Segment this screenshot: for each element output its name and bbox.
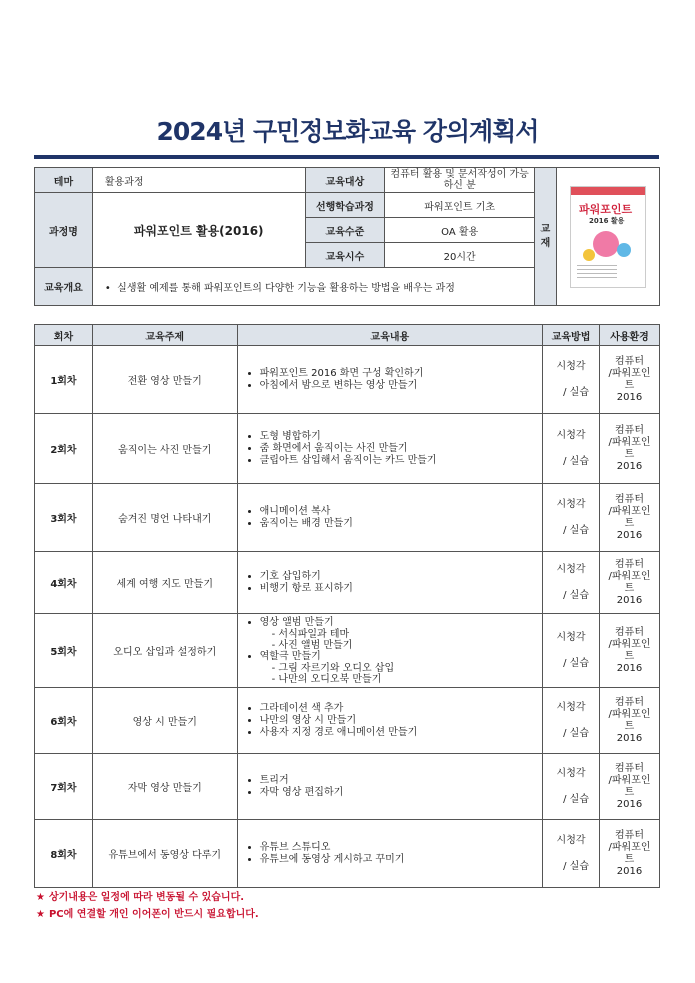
target-label: 교육대상 xyxy=(305,168,385,193)
method-cell: 시청각 / 실습 xyxy=(543,552,600,614)
header-method: 교육방법 xyxy=(543,325,600,346)
textbook-subtitle: 2016 활용 xyxy=(589,216,625,225)
method-cell: 시청각 / 실습 xyxy=(543,614,600,688)
env-cell: 컴퓨터 /파워포인트 2016 xyxy=(600,614,660,688)
star-icon: ★ xyxy=(36,909,45,920)
env-cell: 컴퓨터 /파워포인트 2016 xyxy=(600,552,660,614)
table-row xyxy=(35,414,660,484)
topic-cell: 오디오 삽입과 설정하기 xyxy=(92,614,237,688)
content-cell xyxy=(237,484,542,552)
table-row xyxy=(35,346,660,414)
textbook-cover-cell xyxy=(557,168,660,306)
topic-cell: 세계 여행 지도 만들기 xyxy=(92,552,237,614)
content-item: • 영상 앨범 만들기 - 서식파일과 테마 - 사진 앨범 만들기 xyxy=(260,617,538,651)
content-item: • 아침에서 밤으로 변하는 영상 만들기 xyxy=(260,380,538,392)
page-title: 2024년 구민정보화교육 강의계획서 xyxy=(156,117,539,146)
content-item: • 그라데이션 색 추가 xyxy=(260,703,538,715)
method-cell: 시청각 / 실습 xyxy=(543,688,600,754)
content-item: • 기호 삽입하기 xyxy=(260,571,538,583)
content-item: • 트리거 xyxy=(260,775,538,787)
content-item: • 움직이는 배경 만들기 xyxy=(260,518,538,530)
content-item: • 역할극 만들기 - 그림 자르기와 오디오 삽입 - 나만의 오디오북 만들기 xyxy=(260,651,538,685)
topic-cell: 유튜브에서 동영상 다루기 xyxy=(92,820,237,888)
table-row xyxy=(35,552,660,614)
content-cell xyxy=(237,688,542,754)
env-cell: 컴퓨터 /파워포인트 2016 xyxy=(600,484,660,552)
table-row xyxy=(35,614,660,688)
table-row xyxy=(35,820,660,888)
content-item: • 애니메이션 복사 xyxy=(260,506,538,518)
method-cell: 시청각 / 실습 xyxy=(543,484,600,552)
content-item: • 유튜브에 동영상 게시하고 꾸미기 xyxy=(260,854,538,866)
method-cell: 시청각 / 실습 xyxy=(543,346,600,414)
content-item: • 클립아트 삽입해서 움직이는 카드 만들기 xyxy=(260,455,538,467)
method-cell: 시청각 / 실습 xyxy=(543,820,600,888)
table-row xyxy=(35,754,660,820)
session-cell: 4회차 xyxy=(35,552,93,614)
textbook-label: 교 재 xyxy=(535,168,557,306)
content-item: • 비행기 항로 표시하기 xyxy=(260,583,538,595)
content-item: • 나만의 영상 시 만들기 xyxy=(260,715,538,727)
env-cell: 컴퓨터 /파워포인트 2016 xyxy=(600,414,660,484)
session-cell: 8회차 xyxy=(35,820,93,888)
hours-value: 20시간 xyxy=(385,243,535,268)
star-icon: ★ xyxy=(36,892,45,903)
header-session: 회차 xyxy=(35,325,93,346)
content-subitem: - 나만의 오디오북 만들기 xyxy=(271,673,382,685)
session-cell: 5회차 xyxy=(35,614,93,688)
prereq-value: 파워포인트 기초 xyxy=(385,193,535,218)
textbook-cover-image xyxy=(570,186,646,288)
overview-label: 교육개요 xyxy=(35,268,93,306)
note-item: ★ 상기내용은 일정에 따라 변동될 수 있습니다. xyxy=(36,892,245,903)
content-item: • 줌 화면에서 움직이는 사진 만들기 xyxy=(260,443,538,455)
course-info-table xyxy=(34,167,660,306)
session-cell: 6회차 xyxy=(35,688,93,754)
method-cell: 시청각 / 실습 xyxy=(543,754,600,820)
env-cell: 컴퓨터 /파워포인트 2016 xyxy=(600,754,660,820)
content-subitem: - 서식파일과 테마 xyxy=(271,628,350,640)
topic-cell: 숨겨진 명언 나타내기 xyxy=(92,484,237,552)
table-row xyxy=(35,688,660,754)
content-cell xyxy=(237,820,542,888)
env-cell: 컴퓨터 /파워포인트 2016 xyxy=(600,820,660,888)
content-item: • 도형 병합하기 xyxy=(260,431,538,443)
notes xyxy=(36,888,259,922)
target-value: 컴퓨터 활용 및 문서작성이 가능하신 분 xyxy=(385,168,535,193)
content-subitem: - 사진 앨범 만들기 xyxy=(271,639,353,651)
content-item: • 유튜브 스튜디오 xyxy=(260,842,538,854)
header-topic: 교육주제 xyxy=(92,325,237,346)
course-label: 과정명 xyxy=(35,193,93,268)
content-cell xyxy=(237,552,542,614)
session-cell: 2회차 xyxy=(35,414,93,484)
content-item: • 자막 영상 편집하기 xyxy=(260,787,538,799)
overview-value: • 실생활 예제를 통해 파워포인트의 다양한 기능을 활용하는 방법을 배우는 과정 xyxy=(92,268,534,306)
note-item: ★ PC에 연결할 개인 이어폰이 반드시 필요합니다. xyxy=(36,909,259,920)
level-value: OA 활용 xyxy=(385,218,535,243)
title-underline xyxy=(34,155,659,159)
env-cell: 컴퓨터 /파워포인트 2016 xyxy=(600,688,660,754)
topic-cell: 전환 영상 만들기 xyxy=(92,346,237,414)
header-env: 사용환경 xyxy=(600,325,660,346)
textbook-title: 파워포인트 xyxy=(579,202,633,216)
hours-label: 교육시수 xyxy=(305,243,385,268)
content-cell xyxy=(237,346,542,414)
content-cell xyxy=(237,754,542,820)
session-cell: 3회차 xyxy=(35,484,93,552)
table-row xyxy=(35,484,660,552)
level-label: 교육수준 xyxy=(305,218,385,243)
content-item: • 파워포인트 2016 화면 구성 확인하기 xyxy=(260,368,538,380)
content-subitem: - 그림 자르기와 오디오 삽입 xyxy=(271,662,395,674)
content-cell xyxy=(237,614,542,688)
prereq-label: 선행학습과정 xyxy=(305,193,385,218)
topic-cell: 움직이는 사진 만들기 xyxy=(92,414,237,484)
method-cell: 시청각 / 실습 xyxy=(543,414,600,484)
session-cell: 1회차 xyxy=(35,346,93,414)
topic-cell: 영상 시 만들기 xyxy=(92,688,237,754)
topic-cell: 자막 영상 만들기 xyxy=(92,754,237,820)
content-cell xyxy=(237,414,542,484)
theme-label: 테마 xyxy=(35,168,93,193)
schedule-table xyxy=(34,324,660,888)
session-cell: 7회차 xyxy=(35,754,93,820)
env-cell: 컴퓨터 /파워포인트 2016 xyxy=(600,346,660,414)
theme-value: 활용과정 xyxy=(92,168,305,193)
header-content: 교육내용 xyxy=(237,325,542,346)
course-value: 파워포인트 활용(2016) xyxy=(92,193,305,268)
content-item: • 사용자 지정 경로 애니메이션 만들기 xyxy=(260,727,538,739)
